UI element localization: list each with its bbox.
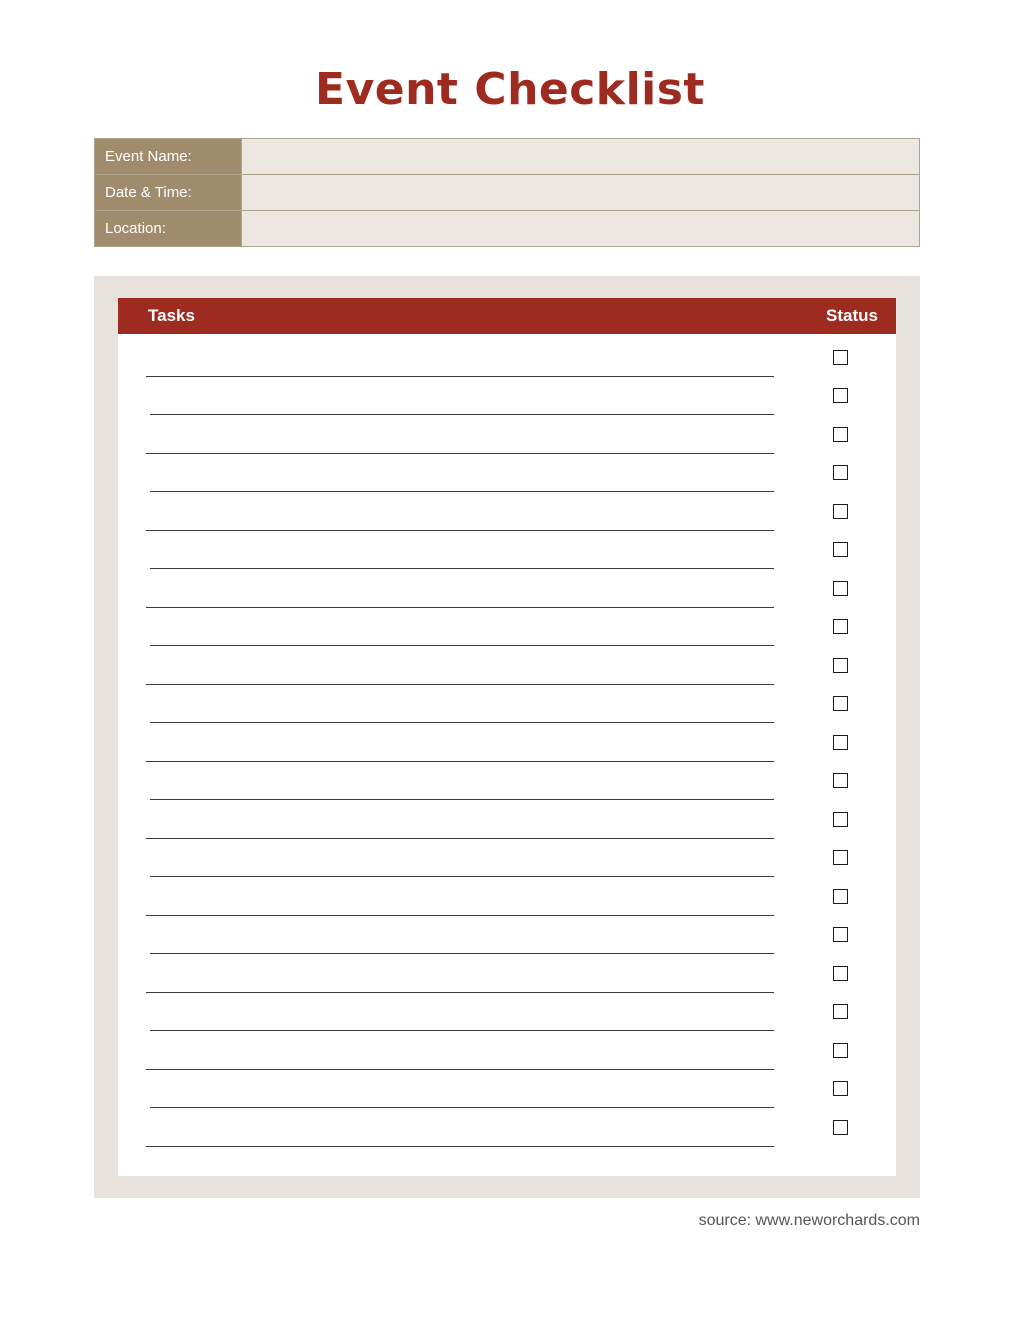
status-checkbox[interactable]	[833, 581, 848, 596]
info-input-location[interactable]	[242, 211, 920, 247]
status-cell	[784, 646, 896, 685]
table-row	[118, 954, 896, 993]
table-row	[118, 762, 896, 801]
status-checkbox[interactable]	[833, 388, 848, 403]
checklist-panel	[94, 276, 920, 1198]
source-attribution: source: www.neworchards.com	[698, 1212, 920, 1229]
status-cell	[784, 839, 896, 878]
info-row-location	[95, 211, 920, 247]
table-row	[118, 492, 896, 531]
status-checkbox[interactable]	[833, 850, 848, 865]
status-cell	[784, 800, 896, 839]
status-cell	[784, 415, 896, 454]
status-cell	[784, 1031, 896, 1070]
status-cell	[784, 877, 896, 916]
info-input-event-name[interactable]	[242, 139, 920, 175]
status-checkbox[interactable]	[833, 1043, 848, 1058]
status-cell	[784, 531, 896, 570]
info-label-event-name: Event Name:	[95, 139, 242, 175]
status-checkbox[interactable]	[833, 889, 848, 904]
table-row	[118, 877, 896, 916]
status-cell	[784, 954, 896, 993]
table-row	[118, 1108, 896, 1147]
checklist-card	[118, 298, 896, 1176]
table-row	[118, 569, 896, 608]
status-checkbox[interactable]	[833, 350, 848, 365]
info-label-date-time: Date & Time:	[95, 175, 242, 211]
status-checkbox[interactable]	[833, 619, 848, 634]
info-input-date-time[interactable]	[242, 175, 920, 211]
task-line-cell	[118, 1144, 784, 1147]
column-header-tasks: Tasks	[148, 306, 195, 325]
event-info-table	[94, 138, 920, 247]
status-checkbox[interactable]	[833, 1081, 848, 1096]
status-checkbox[interactable]	[833, 812, 848, 827]
status-checkbox[interactable]	[833, 1004, 848, 1019]
status-cell	[784, 338, 896, 377]
table-row	[118, 800, 896, 839]
status-cell	[784, 993, 896, 1032]
task-input-line[interactable]	[146, 1144, 774, 1147]
status-cell	[784, 377, 896, 416]
status-cell	[784, 1108, 896, 1147]
table-row	[118, 415, 896, 454]
status-checkbox[interactable]	[833, 427, 848, 442]
table-row	[118, 338, 896, 377]
table-row	[118, 839, 896, 878]
status-checkbox[interactable]	[833, 735, 848, 750]
column-header-status: Status	[826, 306, 878, 325]
page-title: Event Checklist	[315, 64, 705, 115]
checklist-rows	[118, 334, 896, 1147]
status-cell	[784, 1070, 896, 1109]
table-row	[118, 646, 896, 685]
table-row	[118, 454, 896, 493]
info-row-event-name	[95, 139, 920, 175]
status-checkbox[interactable]	[833, 696, 848, 711]
checklist-header-bar	[118, 298, 896, 334]
status-cell	[784, 723, 896, 762]
table-row	[118, 685, 896, 724]
status-checkbox[interactable]	[833, 927, 848, 942]
status-checkbox[interactable]	[833, 504, 848, 519]
status-checkbox[interactable]	[833, 773, 848, 788]
table-row	[118, 531, 896, 570]
info-label-location: Location:	[95, 211, 242, 247]
status-cell	[784, 492, 896, 531]
status-cell	[784, 608, 896, 647]
status-cell	[784, 916, 896, 955]
table-row	[118, 377, 896, 416]
table-row	[118, 723, 896, 762]
status-cell	[784, 569, 896, 608]
status-cell	[784, 762, 896, 801]
table-row	[118, 1031, 896, 1070]
table-row	[118, 1070, 896, 1109]
table-row	[118, 916, 896, 955]
status-checkbox[interactable]	[833, 658, 848, 673]
status-cell	[784, 685, 896, 724]
status-cell	[784, 454, 896, 493]
table-row	[118, 993, 896, 1032]
info-row-date-time	[95, 175, 920, 211]
status-checkbox[interactable]	[833, 1120, 848, 1135]
table-row	[118, 608, 896, 647]
status-checkbox[interactable]	[833, 542, 848, 557]
status-checkbox[interactable]	[833, 966, 848, 981]
status-checkbox[interactable]	[833, 465, 848, 480]
